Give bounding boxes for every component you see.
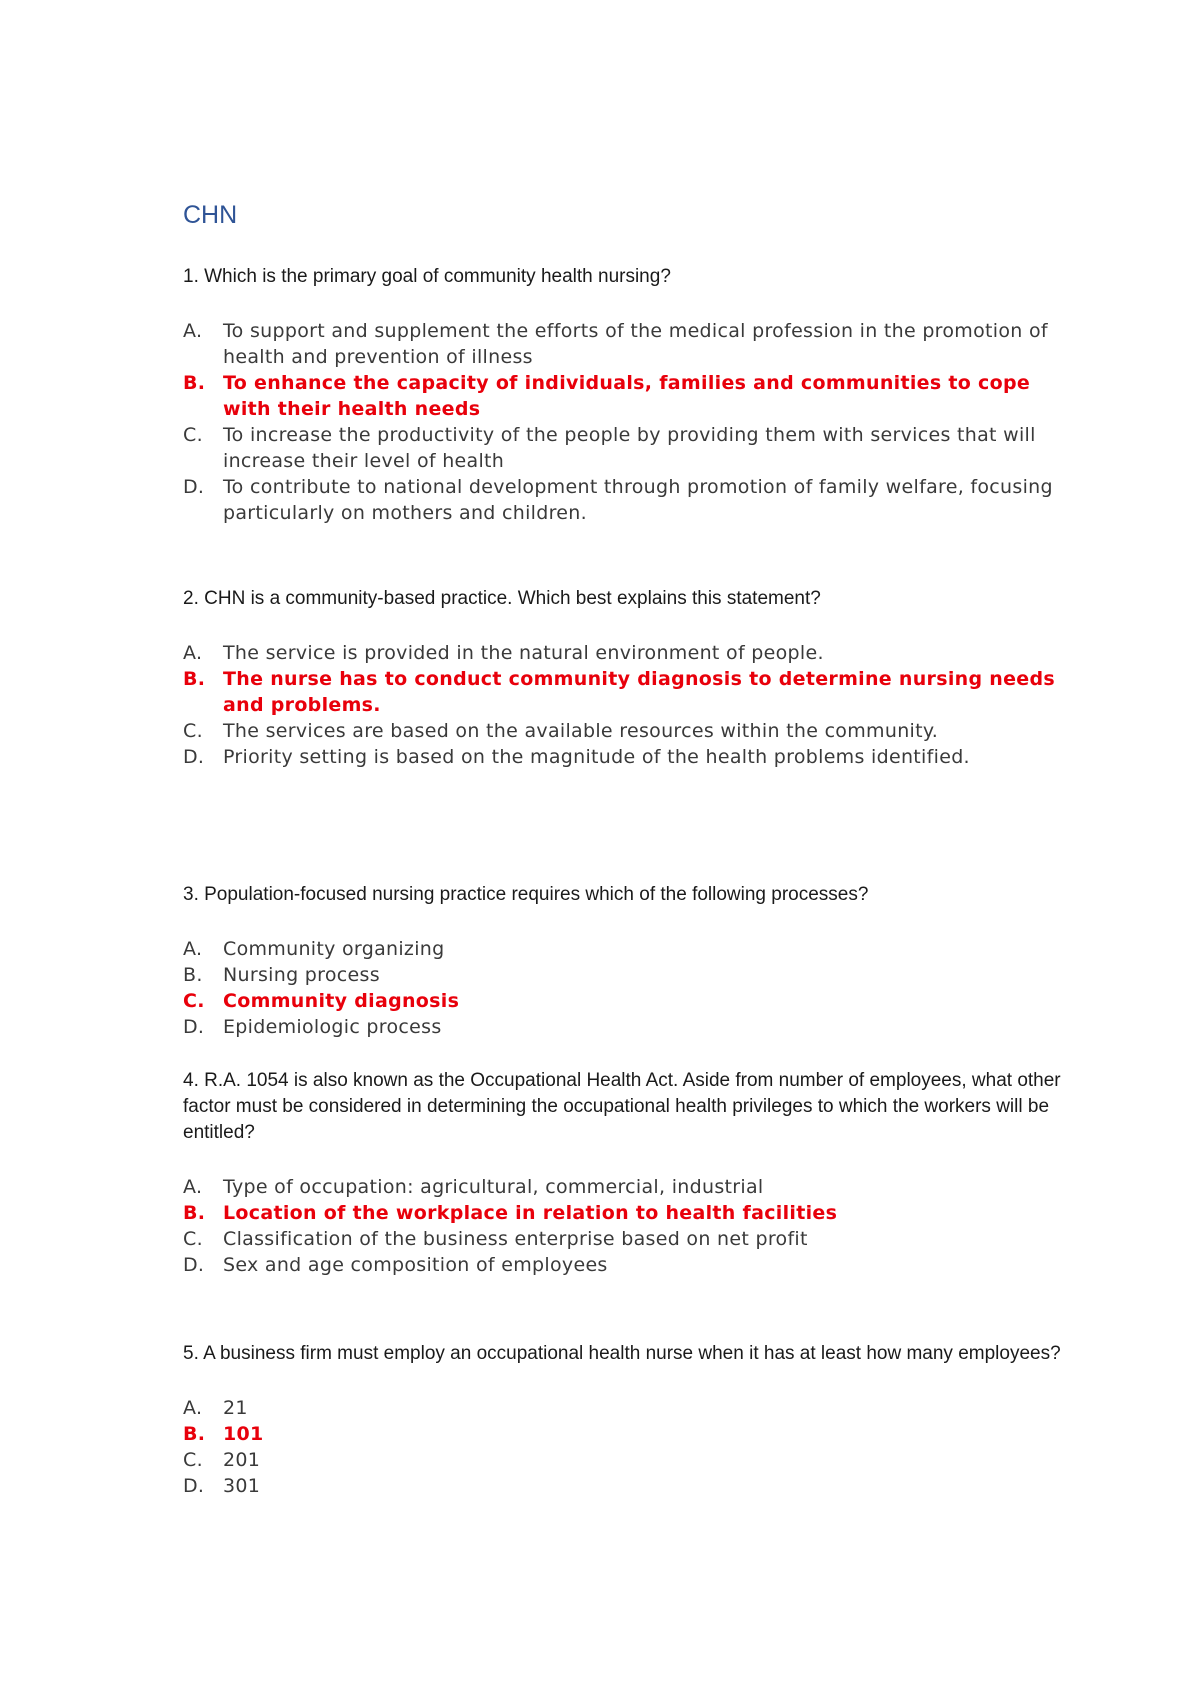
option-a xyxy=(183,936,1063,962)
option-text: Epidemiologic process xyxy=(223,1016,442,1038)
option-letter: B. xyxy=(183,964,203,986)
option-letter: B. xyxy=(183,372,206,394)
option-text: 301 xyxy=(223,1475,261,1497)
option-b-correct-answer xyxy=(183,1200,1063,1226)
option-text: 21 xyxy=(223,1397,248,1419)
option-letter: C. xyxy=(183,720,203,742)
option-b-correct-answer xyxy=(183,370,1063,422)
question-3 xyxy=(183,882,1063,1040)
option-c xyxy=(183,1447,1063,1473)
option-b xyxy=(183,962,1063,988)
option-letter: C. xyxy=(183,1449,203,1471)
option-c xyxy=(183,422,1063,474)
option-text: The services are based on the available resources within the community. xyxy=(223,720,939,742)
option-d xyxy=(183,1252,1063,1278)
option-text: 201 xyxy=(223,1449,261,1471)
option-c xyxy=(183,718,1063,744)
option-letter: A. xyxy=(183,1397,203,1419)
option-letter: A. xyxy=(183,642,203,664)
option-letter: B. xyxy=(183,1423,206,1445)
option-a xyxy=(183,640,1063,666)
option-text: The service is provided in the natural environment of people. xyxy=(223,642,824,664)
option-letter: C. xyxy=(183,424,203,446)
option-d xyxy=(183,744,1063,770)
option-list xyxy=(183,936,1063,1040)
option-a xyxy=(183,1395,1063,1421)
option-letter: D. xyxy=(183,746,205,768)
question-1 xyxy=(183,264,1063,526)
option-text: 101 xyxy=(223,1423,264,1445)
option-list xyxy=(183,1174,1063,1278)
option-letter: A. xyxy=(183,938,203,960)
option-d xyxy=(183,1014,1063,1040)
question-4 xyxy=(183,1068,1063,1278)
option-letter: C. xyxy=(183,1228,203,1250)
option-text: To contribute to national development through promotion of family welfare, focusing particularly on mothers and children. xyxy=(223,476,1053,524)
option-letter: A. xyxy=(183,320,203,342)
option-letter: D. xyxy=(183,476,205,498)
option-text: Nursing process xyxy=(223,964,380,986)
option-c xyxy=(183,1226,1063,1252)
option-text: To support and supplement the efforts of the medical profession in the promotion of health and prevention of illness xyxy=(223,320,1048,368)
option-letter: A. xyxy=(183,1176,203,1198)
option-list xyxy=(183,640,1063,770)
option-text: Type of occupation: agricultural, commercial, industrial xyxy=(223,1176,764,1198)
option-text: Classification of the business enterprise based on net profit xyxy=(223,1228,808,1250)
option-a xyxy=(183,1174,1063,1200)
option-d xyxy=(183,1473,1063,1499)
option-letter: D. xyxy=(183,1016,205,1038)
option-c-correct-answer xyxy=(183,988,1063,1014)
option-b-correct-answer xyxy=(183,1421,1063,1447)
option-text: To enhance the capacity of individuals, families and communities to cope with their health needs xyxy=(223,372,1031,420)
option-text: The nurse has to conduct community diagnosis to determine nursing needs and problems. xyxy=(223,668,1055,716)
option-letter: C. xyxy=(183,990,205,1012)
option-b-correct-answer xyxy=(183,666,1063,718)
option-letter: D. xyxy=(183,1254,205,1276)
question-2 xyxy=(183,586,1063,770)
option-d xyxy=(183,474,1063,526)
question-stem: 1. Which is the primary goal of community health nursing? xyxy=(183,266,671,287)
option-text: Community diagnosis xyxy=(223,990,460,1012)
document-title: CHN xyxy=(183,201,238,229)
question-stem: 2. CHN is a community-based practice. Which best explains this statement? xyxy=(183,588,821,609)
option-text: Community organizing xyxy=(223,938,445,960)
option-text: Priority setting is based on the magnitude of the health problems identified. xyxy=(223,746,970,768)
option-text: Sex and age composition of employees xyxy=(223,1254,608,1276)
question-stem: 4. R.A. 1054 is also known as the Occupational Health Act. Aside from number of employees, what other factor must be considered in determining the occupational health privileges to which the workers will be entitled? xyxy=(183,1070,1061,1143)
option-list xyxy=(183,1395,1063,1499)
option-letter: D. xyxy=(183,1475,205,1497)
option-letter: B. xyxy=(183,668,206,690)
question-stem: 3. Population-focused nursing practice requires which of the following processes? xyxy=(183,884,869,905)
option-list xyxy=(183,318,1063,526)
option-a xyxy=(183,318,1063,370)
question-5 xyxy=(183,1341,1063,1499)
option-text: To increase the productivity of the people by providing them with services that will increase their level of health xyxy=(223,424,1036,472)
option-text: Location of the workplace in relation to health facilities xyxy=(223,1202,838,1224)
option-letter: B. xyxy=(183,1202,206,1224)
question-stem: 5. A business firm must employ an occupational health nurse when it has at least how many employees? xyxy=(183,1343,1061,1364)
